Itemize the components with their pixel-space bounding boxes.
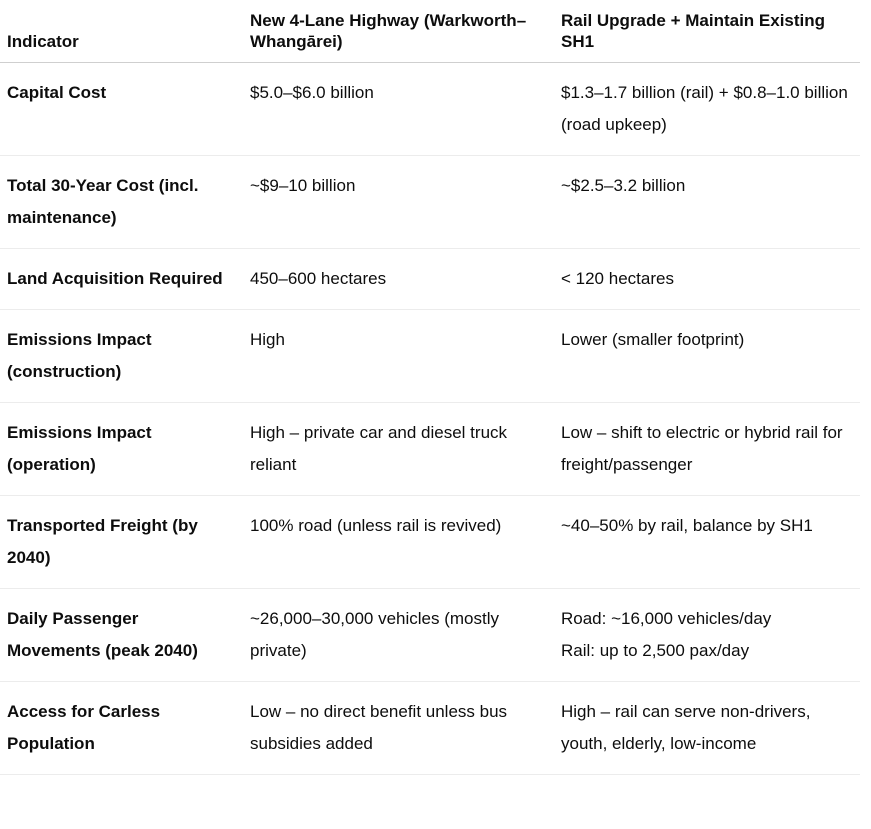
row-rail-value: ~40–50% by rail, balance by SH1 bbox=[554, 496, 860, 589]
row-highway-value: High – private car and diesel truck reliant bbox=[243, 403, 554, 496]
row-indicator: Land Acquisition Required bbox=[0, 249, 243, 310]
row-highway-value: ~$9–10 billion bbox=[243, 156, 554, 249]
table-row bbox=[0, 496, 860, 589]
row-highway-value: 100% road (unless rail is revived) bbox=[243, 496, 554, 589]
table-header-row bbox=[0, 0, 860, 63]
row-indicator: Access for Carless Population bbox=[0, 682, 243, 775]
table-row bbox=[0, 682, 860, 775]
header-highway: New 4-Lane Highway (Warkworth–Whangārei) bbox=[243, 0, 554, 63]
rail-value-line-rail: Rail: up to 2,500 pax/day bbox=[561, 641, 750, 660]
table-row bbox=[0, 249, 860, 310]
row-highway-value: ~26,000–30,000 vehicles (mostly private) bbox=[243, 589, 554, 682]
table-row bbox=[0, 589, 860, 682]
table-row bbox=[0, 156, 860, 249]
header-rail: Rail Upgrade + Maintain Existing SH1 bbox=[554, 0, 860, 63]
row-indicator: Emissions Impact (operation) bbox=[0, 403, 243, 496]
table-row bbox=[0, 310, 860, 403]
header-indicator: Indicator bbox=[0, 0, 243, 63]
row-highway-value: Low – no direct benefit unless bus subsidies added bbox=[243, 682, 554, 775]
row-rail-value: < 120 hectares bbox=[554, 249, 860, 310]
row-rail-value: High – rail can serve non-drivers, youth, elderly, low-income bbox=[554, 682, 860, 775]
row-rail-value: Lower (smaller footprint) bbox=[554, 310, 860, 403]
rail-value-line-road: Road: ~16,000 vehicles/day bbox=[561, 609, 772, 628]
row-highway-value: High bbox=[243, 310, 554, 403]
row-rail-value: $1.3–1.7 billion (rail) + $0.8–1.0 billion (road upkeep) bbox=[554, 63, 860, 156]
row-indicator: Emissions Impact (construction) bbox=[0, 310, 243, 403]
row-rail-value: Low – shift to electric or hybrid rail for freight/passenger bbox=[554, 403, 860, 496]
row-indicator: Daily Passenger Movements (peak 2040) bbox=[0, 589, 243, 682]
row-highway-value: $5.0–$6.0 billion bbox=[243, 63, 554, 156]
row-highway-value: 450–600 hectares bbox=[243, 249, 554, 310]
table-row bbox=[0, 403, 860, 496]
row-indicator: Transported Freight (by 2040) bbox=[0, 496, 243, 589]
row-rail-value bbox=[554, 589, 860, 682]
row-indicator: Total 30-Year Cost (incl. maintenance) bbox=[0, 156, 243, 249]
row-rail-value: ~$2.5–3.2 billion bbox=[554, 156, 860, 249]
row-indicator: Capital Cost bbox=[0, 63, 243, 156]
table-row bbox=[0, 63, 860, 156]
